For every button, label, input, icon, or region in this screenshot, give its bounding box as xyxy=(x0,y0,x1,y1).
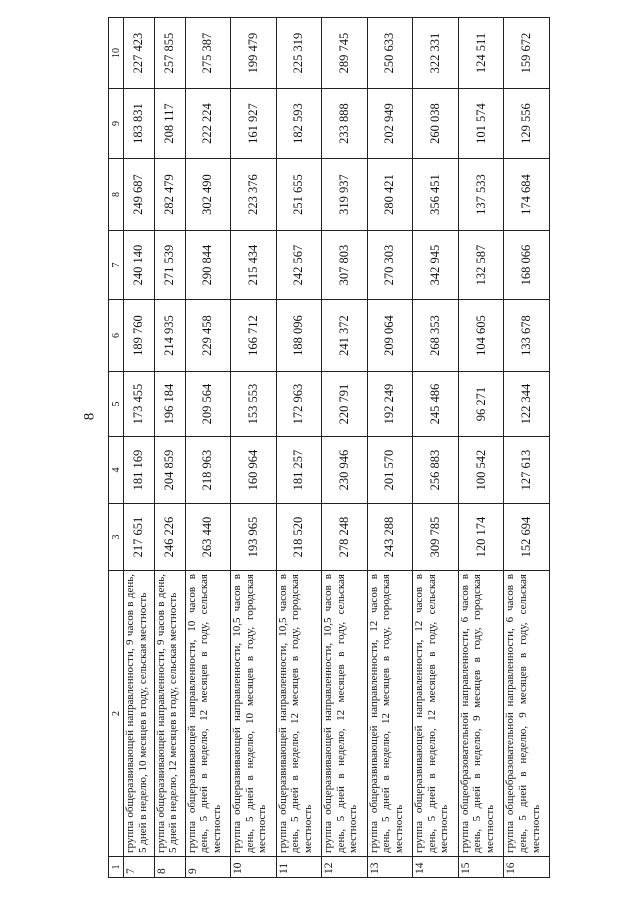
table-row xyxy=(154,18,185,878)
cost-value: 245 486 xyxy=(413,372,459,437)
cost-value: 152 694 xyxy=(504,504,550,571)
cost-value: 309 785 xyxy=(413,504,459,571)
cost-value: 181 169 xyxy=(124,437,155,504)
cost-value: 101 574 xyxy=(458,89,504,159)
group-description: группа общеразвивающей направленности, 9 часов в день, 5 дней в неделю, 12 месяцев в году, сельская местность xyxy=(154,571,185,857)
cost-value: 257 855 xyxy=(154,18,185,89)
cost-value: 202 949 xyxy=(367,89,413,159)
cost-value: 181 257 xyxy=(276,437,322,504)
row-number: 15 xyxy=(458,857,504,878)
group-description: группа общеразвивающей направленности, 10,5 часов в день, 5 дней в неделю, 10 месяцев в году, городская местность xyxy=(231,571,277,857)
cost-value: 222 224 xyxy=(185,89,231,159)
cost-value: 218 520 xyxy=(276,504,322,571)
cost-value: 196 184 xyxy=(154,372,185,437)
cost-value: 227 423 xyxy=(124,18,155,89)
cost-value: 209 064 xyxy=(367,300,413,372)
row-number: 13 xyxy=(367,857,413,878)
cost-value: 240 140 xyxy=(124,231,155,300)
cost-value: 192 249 xyxy=(367,372,413,437)
cost-value: 356 451 xyxy=(413,159,459,231)
cost-value: 290 844 xyxy=(185,231,231,300)
cost-value: 218 963 xyxy=(185,437,231,504)
row-number: 10 xyxy=(231,857,277,878)
row-number: 12 xyxy=(322,857,368,878)
column-header: 9 xyxy=(109,89,124,159)
cost-value: 256 883 xyxy=(413,437,459,504)
cost-value: 322 331 xyxy=(413,18,459,89)
cost-value: 233 888 xyxy=(322,89,368,159)
row-number: 11 xyxy=(276,857,322,878)
group-description: группа общеразвивающей направленности, 10,5 часов в день, 5 дней в неделю, 12 месяцев в году, сельская местность xyxy=(322,571,368,857)
row-number: 9 xyxy=(185,857,231,878)
cost-value: 174 684 xyxy=(504,159,550,231)
table-row xyxy=(185,18,231,878)
cost-value: 251 655 xyxy=(276,159,322,231)
column-header: 10 xyxy=(109,18,124,89)
cost-value: 246 226 xyxy=(154,504,185,571)
cost-value: 137 533 xyxy=(458,159,504,231)
cost-value: 241 372 xyxy=(322,300,368,372)
column-header: 4 xyxy=(109,437,124,504)
cost-value: 282 479 xyxy=(154,159,185,231)
cost-value: 166 712 xyxy=(231,300,277,372)
group-description: группа общеразвивающей направленности, 9 часов в день, 5 дней в неделю, 10 месяцев в году, сельская местность xyxy=(124,571,155,857)
cost-value: 104 605 xyxy=(458,300,504,372)
table-header-row xyxy=(109,18,124,878)
row-number: 16 xyxy=(504,857,550,878)
cost-value: 307 803 xyxy=(322,231,368,300)
cost-value: 220 791 xyxy=(322,372,368,437)
group-description: группа общеразвивающей направленности, 12 часов в день, 5 дней в неделю, 12 месяцев в году, сельская местность xyxy=(413,571,459,857)
cost-value: 173 455 xyxy=(124,372,155,437)
cost-value: 96 271 xyxy=(458,372,504,437)
rotated-table-container xyxy=(108,18,550,878)
cost-value: 199 479 xyxy=(231,18,277,89)
cost-value: 302 490 xyxy=(185,159,231,231)
column-header: 8 xyxy=(109,159,124,231)
cost-value: 275 387 xyxy=(185,18,231,89)
column-header: 6 xyxy=(109,300,124,372)
cost-value: 249 687 xyxy=(124,159,155,231)
table-row xyxy=(367,18,413,878)
cost-value: 161 927 xyxy=(231,89,277,159)
cost-value: 159 672 xyxy=(504,18,550,89)
cost-value: 215 434 xyxy=(231,231,277,300)
cost-value: 129 556 xyxy=(504,89,550,159)
column-header: 5 xyxy=(109,372,124,437)
group-description: группа общеразвивающей направленности, 10,5 часов в день, 5 дней в неделю, 12 месяцев в году, городская местность xyxy=(276,571,322,857)
cost-value: 242 567 xyxy=(276,231,322,300)
page-number: 8 xyxy=(81,412,98,421)
cost-value: 168 066 xyxy=(504,231,550,300)
cost-value: 204 859 xyxy=(154,437,185,504)
cost-value: 209 564 xyxy=(185,372,231,437)
cost-value: 225 319 xyxy=(276,18,322,89)
cost-value: 243 288 xyxy=(367,504,413,571)
column-header: 7 xyxy=(109,231,124,300)
table-row xyxy=(231,18,277,878)
cost-value: 201 570 xyxy=(367,437,413,504)
cost-value: 289 745 xyxy=(322,18,368,89)
group-description: группа общеразвивающей направленности, 12 часов в день, 5 дней в неделю, 12 месяцев в году, городская местность xyxy=(367,571,413,857)
cost-value: 132 587 xyxy=(458,231,504,300)
column-header: 2 xyxy=(109,571,124,857)
group-description: группа общеобразовательной направленности, 6 часов в день, 5 дней в неделю, 9 месяцев в году, городская местность xyxy=(458,571,504,857)
cost-value: 260 038 xyxy=(413,89,459,159)
cost-value: 193 965 xyxy=(231,504,277,571)
row-number: 14 xyxy=(413,857,459,878)
cost-value: 263 440 xyxy=(185,504,231,571)
cost-value: 160 964 xyxy=(231,437,277,504)
row-number: 7 xyxy=(124,857,155,878)
cost-value: 153 553 xyxy=(231,372,277,437)
cost-value: 280 421 xyxy=(367,159,413,231)
cost-value: 208 117 xyxy=(154,89,185,159)
cost-value: 342 945 xyxy=(413,231,459,300)
cost-value: 217 651 xyxy=(124,504,155,571)
table-row xyxy=(413,18,459,878)
cost-value: 122 344 xyxy=(504,372,550,437)
cost-value: 319 937 xyxy=(322,159,368,231)
table-body xyxy=(124,18,550,878)
cost-value: 229 458 xyxy=(185,300,231,372)
cost-value: 100 542 xyxy=(458,437,504,504)
group-description: группа общеразвивающей направленности, 10 часов в день, 5 дней в неделю, 12 месяцев в году, сельская местность xyxy=(185,571,231,857)
cost-value: 188 096 xyxy=(276,300,322,372)
cost-value: 172 963 xyxy=(276,372,322,437)
row-number: 8 xyxy=(154,857,185,878)
group-description: группа общеобразовательной направленности, 6 часов в день, 5 дней в неделю, 9 месяцев в году, сельская местность xyxy=(504,571,550,857)
cost-value: 268 353 xyxy=(413,300,459,372)
cost-value: 214 935 xyxy=(154,300,185,372)
cost-value: 120 174 xyxy=(458,504,504,571)
cost-value: 230 946 xyxy=(322,437,368,504)
cost-table xyxy=(108,17,550,878)
table-row xyxy=(458,18,504,878)
column-header: 3 xyxy=(109,504,124,571)
cost-value: 127 613 xyxy=(504,437,550,504)
cost-value: 223 376 xyxy=(231,159,277,231)
cost-value: 124 511 xyxy=(458,18,504,89)
cost-value: 270 303 xyxy=(367,231,413,300)
table-row xyxy=(322,18,368,878)
cost-value: 189 760 xyxy=(124,300,155,372)
cost-value: 182 593 xyxy=(276,89,322,159)
table-row xyxy=(504,18,550,878)
cost-value: 133 678 xyxy=(504,300,550,372)
cost-value: 183 831 xyxy=(124,89,155,159)
cost-value: 278 248 xyxy=(322,504,368,571)
table-row xyxy=(124,18,155,878)
cost-value: 271 539 xyxy=(154,231,185,300)
column-header: 1 xyxy=(109,857,124,878)
cost-value: 250 633 xyxy=(367,18,413,89)
table-row xyxy=(276,18,322,878)
